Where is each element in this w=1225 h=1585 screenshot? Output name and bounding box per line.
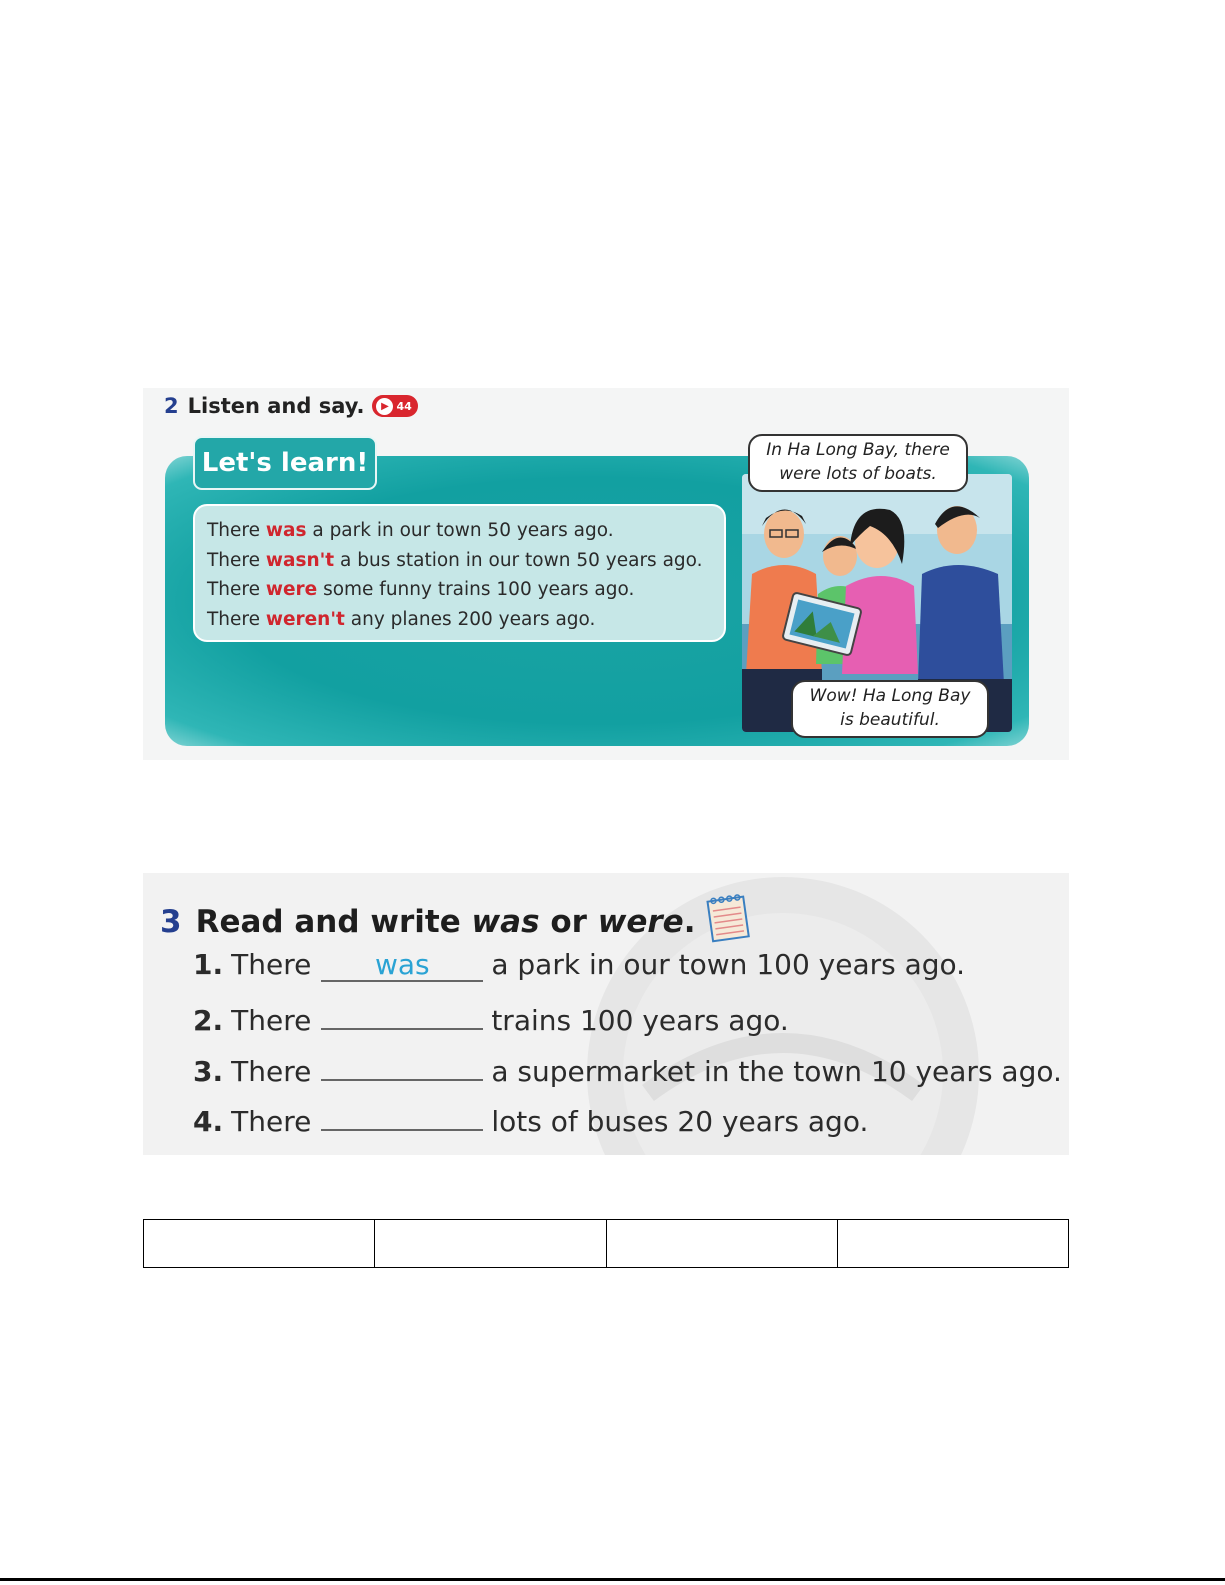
grammar-line: There weren't any planes 200 years ago. (207, 608, 596, 630)
exercise-item: 3. There a supermarket in the town 10 years ago. (193, 1049, 1062, 1088)
exercise-item: 1. There was a park in our town 100 years ago. (193, 948, 966, 981)
answer-blank[interactable] (321, 1099, 483, 1131)
exercise-item: 2. There trains 100 years ago. (193, 998, 789, 1037)
exercise-3-panel (143, 873, 1069, 1155)
audio-track-number: 44 (396, 399, 412, 413)
grammar-line: There was a park in our town 50 years ago. (207, 520, 614, 541)
lets-learn-tab: Let's learn! (193, 436, 377, 490)
table-row (144, 1220, 1069, 1268)
answer-blank[interactable] (321, 998, 483, 1030)
exercise-title: Listen and say. (187, 394, 365, 418)
grammar-line: There were some funny trains 100 years ago. (207, 579, 635, 600)
grammar-keyword: was (265, 520, 307, 541)
answer-blank[interactable] (321, 1049, 483, 1081)
audio-track-button[interactable] (372, 395, 417, 417)
answer-blank[interactable]: was (321, 950, 483, 982)
table-cell[interactable] (606, 1220, 837, 1268)
speech-bubble-bottom: Wow! Ha Long Bay is beautiful. (791, 680, 989, 738)
exercise-2-panel (143, 388, 1069, 760)
notepad-icon (704, 893, 752, 951)
table-cell[interactable] (837, 1220, 1068, 1268)
answer-table (143, 1219, 1069, 1268)
speaker-icon: ▶ (376, 398, 393, 415)
grammar-line: There wasn't a bus station in our town 50 years ago. (207, 549, 703, 571)
grammar-box (193, 504, 726, 642)
grammar-keyword: wasn't (265, 549, 335, 571)
exercise-number: 2 (164, 394, 179, 418)
page-bottom-rule (0, 1578, 1225, 1581)
exercise-item: 4. There lots of buses 20 years ago. (193, 1099, 868, 1138)
speech-bubble-top: In Ha Long Bay, there were lots of boats. (748, 434, 968, 492)
exercise-3-heading: 3 Read and write was or were . (160, 893, 752, 951)
table-cell[interactable] (144, 1220, 375, 1268)
table-cell[interactable] (375, 1220, 606, 1268)
grammar-keyword: were (265, 579, 318, 600)
grammar-keyword: weren't (265, 608, 345, 630)
exercise-2-heading (164, 394, 418, 418)
exercise-number: 3 (160, 904, 182, 940)
